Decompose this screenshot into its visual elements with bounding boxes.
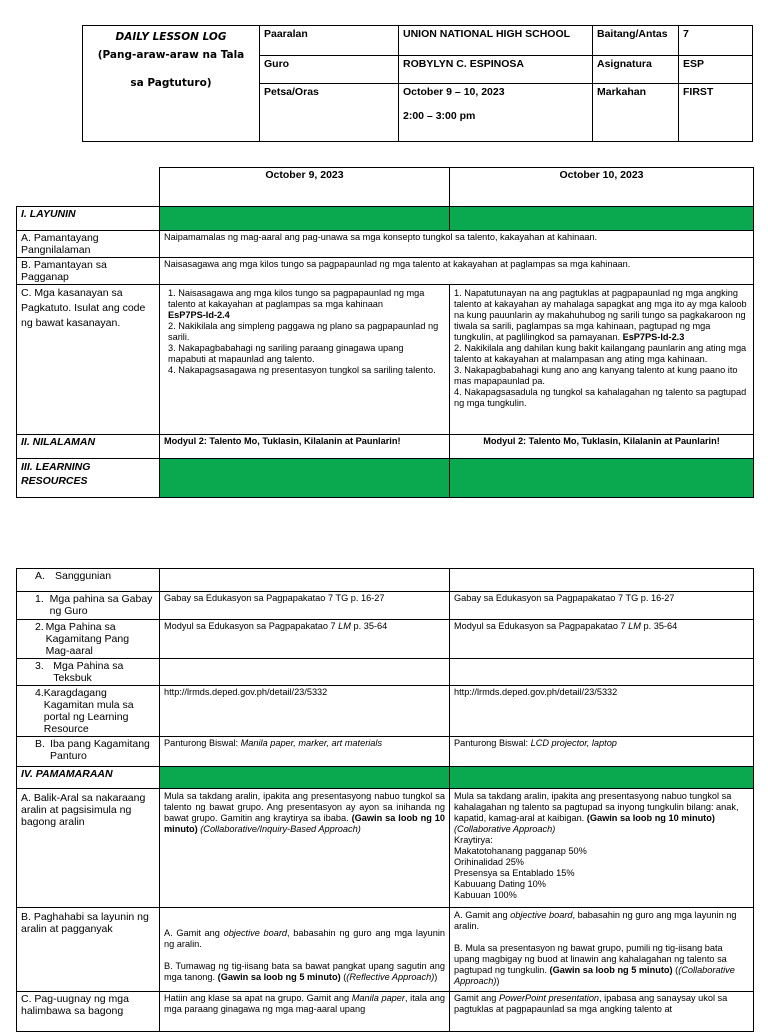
quarter-value: FIRST xyxy=(679,84,753,142)
subject-value: ESP xyxy=(679,56,753,84)
balik-aral-day2-approach: (Collaborative Approach) xyxy=(454,824,556,834)
teksbuk-text: Mga Pahina sa Teksbuk xyxy=(53,660,124,684)
pag-uugnay-day1 xyxy=(160,992,450,1032)
day2-header: October 10, 2023 xyxy=(450,168,754,207)
karagdagang-num: 4. xyxy=(35,687,44,699)
balik-aral-day1-approach: (Collaborative/Inquiry-Based Approach) xyxy=(200,824,361,834)
gabay-guro-label xyxy=(17,592,160,620)
nilalaman-day2: Modyul 2: Talento Mo, Tuklasin, Kilalanin at Paunlarin! xyxy=(450,435,754,459)
balik-aral-day2 xyxy=(450,789,754,908)
title-line-2: (Pang-araw-araw na Tala xyxy=(97,49,245,61)
paghahabi-day2: A. Gamit ang objective board, babasahin ng guro ang mga layunin ng aralin. B. Mula sa presentasyon ng bawat grupo, pumili ng tig-iisang bata upang magbigay ng buod at linawin ang kahalagahan ng talento sa pagtupad ng tungkulin. (Gawin sa loob ng 5 minuto) ((Collaborative Approach)) xyxy=(450,908,754,992)
section-learning-resources: III. LEARNING RESOURCES xyxy=(17,459,160,498)
blank-corner xyxy=(17,168,160,207)
paghahabi-day2-b-time: (Gawin sa loob ng 5 minuto) xyxy=(549,965,673,975)
section-bar-day2 xyxy=(450,207,754,231)
day1-header: October 9, 2023 xyxy=(160,168,450,207)
header-table xyxy=(82,25,753,142)
iba-pang-kagamitan-label xyxy=(17,737,160,767)
grade-value: 7 xyxy=(679,26,753,56)
paghahabi-label: B. Paghahabi sa layunin ng aralin at pagganyak xyxy=(17,908,160,992)
pag-uugnay-day2-material: PowerPoint presentation xyxy=(498,993,600,1003)
kagamitang-pang-mag-aaral-label xyxy=(17,620,160,659)
panturo-day1 xyxy=(160,737,450,767)
pamantayang-pangnilalaman-label: A. Pamantayang Pangnilalaman xyxy=(17,231,160,258)
karagdagang-kagamitan-label xyxy=(17,686,160,737)
paghahabi-day1-b-approach: (Reflective Approach) xyxy=(346,972,435,982)
paghahabi-day1-b: B. Tumawag ng tig-iisang bata sa bawat pangkat upang sagutin ang mga tanong. xyxy=(164,961,445,982)
gabay-guro-text: Mga pahina sa Gabay ng Guro xyxy=(49,593,153,617)
iba-pang-text: Iba pang Kagamitang Panturo xyxy=(50,738,150,762)
lrmds-link-day1[interactable]: http://lrmds.deped.gov.ph/detail/23/5332 xyxy=(160,686,450,737)
iba-pang-letter: B. xyxy=(35,738,45,750)
kasanayan-day2-item4: 4. Nakapagsasadula ng tungkol sa kahalagahan ng talento sa pagtupad ng mga tungkulin. xyxy=(454,387,747,408)
nilalaman-day1: Modyul 2: Talento Mo, Tuklasin, Kilalanin at Paunlarin! xyxy=(160,435,450,459)
pamantayang-pangnilalaman-text: Naipamamalas ng mag-aaral ang pag-unawa sa mga konsepto tungkol sa talento, kakayahan at kahinaan. xyxy=(160,231,754,258)
balik-aral-label: A. Balik-Aral sa nakaraang aralin at pagsisimula ng bagong aralin xyxy=(17,789,160,908)
time-range: 2:00 – 3:00 pm xyxy=(403,110,476,122)
kagamitang-day1-lm: LM xyxy=(338,621,351,631)
teksbuk-label xyxy=(17,659,160,686)
subject-label: Asignatura xyxy=(593,56,679,84)
panturo-day2-items: LCD projector, laptop xyxy=(530,738,617,748)
karagdagang-text: Karagdagang Kagamitan mula sa portal ng Learning Resource xyxy=(43,687,134,735)
kasanayan-day1 xyxy=(160,285,450,435)
kraytirya-item: Makatotohanang pagganap 50% xyxy=(454,846,587,856)
kagamitang-day1 xyxy=(160,620,450,659)
kagamitang-day1-pages: p. 35-64 xyxy=(350,621,388,631)
kraytirya-item: Orihinalidad 25% xyxy=(454,857,524,867)
balik-aral-day2-text: Mula sa takdang aralin, ipakita ang presentasyong nabuo tungkol sa kahalagahan ng talento sa pagtupad sa inyong tungkulin bilang: anak, kapatid, kamag-aral at kaibigan. xyxy=(454,791,739,823)
section-nilalaman: II. NILALAMAN xyxy=(17,435,160,459)
kraytirya-title: Kraytirya: xyxy=(454,835,493,845)
kasanayan-day1-item3: 3. Nakapagbabahagi ng sariling paraang ginagawa upang mapabuti at mapaunlad ang talento. xyxy=(168,343,404,364)
teksbuk-num: 3. xyxy=(35,660,44,672)
paghahabi-day2-a: A. Gamit ang xyxy=(454,910,511,920)
kasanayan-day2-item2: 2. Nakikilala ang dahilan kung bakit kailangang paunlarin ang ating mga talento at kakayahan at malampasan ang ating mga kahinaan. xyxy=(454,343,747,364)
teksbuk-day1 xyxy=(160,659,450,686)
pag-uugnay-day2-text: Gamit ang xyxy=(454,993,499,1003)
paghahabi-day2-a-rest: , babasahin ng guro ang mga layunin ng aralin. xyxy=(454,910,737,931)
pag-uugnay-day2-rest: , ipabasa ang sanaysay ukol sa pagtuklas at pagpapaunlad sa mga angking talento at xyxy=(454,993,728,1014)
section-layunin: I. LAYUNIN xyxy=(17,207,160,231)
school-value: UNION NATIONAL HIGH SCHOOL xyxy=(399,26,593,56)
pag-uugnay-day1-material: Manila paper xyxy=(351,993,405,1003)
balik-aral-day1-text: Mula sa takdang aralin, ipakita ang presentasyong nabuo tungkol sa talento ng bawat grupo. Ang presentasyon ay ayon sa inihanda ng bawat grupo. Gamitin ang kraytirya sa ibaba. xyxy=(164,791,445,823)
panturo-day2-label: Panturong Biswal: xyxy=(454,738,531,748)
kasanayan-day1-code: EsP7PS-Id-2.4 xyxy=(168,310,230,320)
paghahabi-day1: A. Gamit ang objective board, babasahin ng guro ang mga layunin ng aralin. B. Tumawag ng tig-iisang bata sa bawat pangkat upang sagutin ang mga tanong. (Gawin sa loob ng 5 minuto) ((Reflective Approach)) xyxy=(160,908,450,992)
kasanayan-label: C. Mga kasanayan sa Pagkatuto. Isulat ang code ng bawat kasanayan. xyxy=(17,285,160,435)
paghahabi-day1-b-time: (Gawin sa loob ng 5 minuto) xyxy=(217,972,341,982)
date-value xyxy=(399,84,593,142)
kraytirya-total: Kabuuan 100% xyxy=(454,890,517,900)
paghahabi-day2-b-approach: (Collaborative Approach) xyxy=(454,965,735,986)
title-line-1: DAILY LESSON LOG xyxy=(115,31,227,43)
lrmds-link-day2[interactable]: http://lrmds.deped.gov.ph/detail/23/5332 xyxy=(450,686,754,737)
kasanayan-day2 xyxy=(450,285,754,435)
sanggunian-label xyxy=(17,569,160,592)
pag-uugnay-day1-text: Hatiin ang klase sa apat na grupo. Gamit ang xyxy=(164,993,352,1003)
gabay-guro-day1: Gabay sa Edukasyon sa Pagpapakatao 7 TG p. 16-27 xyxy=(160,592,450,620)
paghahabi-day1-a: A. Gamit ang xyxy=(164,928,224,938)
paghahabi-day1-a-rest: , babasahin ng guro ang mga layunin ng aralin. xyxy=(164,928,446,949)
paghahabi-day2-b: B. Mula sa presentasyon ng bawat grupo, pumili ng tig-iisang bata upang magbigay ng buod at linawin ang kahalagahan ng talento sa pagtupad ng tungkulin. xyxy=(454,943,727,975)
pag-uugnay-day1-rest: , itala ang mga paraang ginagawa ng mga mag-aaral upang xyxy=(164,993,445,1014)
kasanayan-day2-code: EsP7PS-Id-2.3 xyxy=(622,332,685,342)
teacher-label: Guro xyxy=(260,56,399,84)
sanggunian-letter: A. xyxy=(35,570,45,582)
lesson-table-part1 xyxy=(16,167,754,498)
kagamitang-day2 xyxy=(450,620,754,659)
kagamitang-num: 2. xyxy=(35,621,44,633)
panturo-day2 xyxy=(450,737,754,767)
kraytirya-item: Presensya sa Entablado 15% xyxy=(454,868,575,878)
kagamitang-day2-text: Modyul sa Edukasyon sa Pagpapakatao 7 xyxy=(454,621,629,631)
panturo-day1-label: Panturong Biswal: xyxy=(164,738,241,748)
section-bar-day1 xyxy=(160,459,450,498)
paghahabi-day2-a-board: objective board xyxy=(510,910,573,920)
kasanayan-day1-item4: 4. Nakapagsasagawa ng presentasyon tungkol sa sariling talento. xyxy=(168,365,436,375)
panturo-day1-items: Manila paper, marker, art materials xyxy=(240,738,383,748)
document-title xyxy=(83,26,260,142)
paghahabi-day1-a-board: objective board xyxy=(223,928,288,938)
balik-aral-day1-time: (Gawin sa loob ng 10 minuto) xyxy=(164,813,445,834)
kagamitang-day1-text: Modyul sa Edukasyon sa Pagpapakatao 7 xyxy=(164,621,339,631)
balik-aral-day2-time: (Gawin sa loob ng 10 minuto) xyxy=(586,813,715,823)
pag-uugnay-day2 xyxy=(450,992,754,1032)
section-bar-day2 xyxy=(450,459,754,498)
section-pamamaraan: IV. PAMAMARAAN xyxy=(17,767,160,789)
sanggunian-day2 xyxy=(450,569,754,592)
gabay-guro-day2: Gabay sa Edukasyon sa Pagpapakatao 7 TG p. 16-27 xyxy=(450,592,754,620)
date-label: Petsa/Oras xyxy=(260,84,399,142)
pamantayan-pagganap-label: B. Pamantayan sa Pagganap xyxy=(17,258,160,285)
sanggunian-day1 xyxy=(160,569,450,592)
section-bar-day1 xyxy=(160,207,450,231)
grade-label: Baitang/Antas xyxy=(593,26,679,56)
section-bar-day2 xyxy=(450,767,754,789)
school-label: Paaralan xyxy=(260,26,399,56)
kagamitang-text: Mga Pahina sa Kagamitang Pang Mag-aaral xyxy=(45,621,130,657)
kagamitang-day2-pages: p. 35-64 xyxy=(640,621,678,631)
title-line-3: sa Pagtuturo) xyxy=(130,77,212,89)
teksbuk-day2 xyxy=(450,659,754,686)
kagamitang-day2-lm: LM xyxy=(628,621,641,631)
sanggunian-text: Sanggunian xyxy=(55,570,112,582)
lesson-table-part2 xyxy=(16,568,754,1032)
kasanayan-day1-item1: 1. Naisasagawa ang mga kilos tungo sa pagpapaunlad ng mga talento at kakayahan at paglampas sa mga kahinaan xyxy=(168,288,425,309)
gabay-guro-num: 1. xyxy=(35,593,44,605)
teacher-value: ROBYLYN C. ESPINOSA xyxy=(399,56,593,84)
kraytirya-item: Kabuuang Dating 10% xyxy=(454,879,546,889)
date-range: October 9 – 10, 2023 xyxy=(403,86,505,98)
kasanayan-day2-item3: 3. Nakapagbabahagi kung ano ang kanyang talento at kung paano ito mas mapapaunlad pa. xyxy=(454,365,738,386)
balik-aral-day1 xyxy=(160,789,450,908)
kasanayan-day2-item1: 1. Napatutunayan na ang pagtuklas at pagpapaunlad ng mga angking talento at kakayahan ay mahalaga sapagkat ang mga ito ay mga kaloob na kung pauunlarin ay makahuhubog ng sarili tungo sa pagkakaroon ng tiwala sa sarili, paglampas sa mga kahinaan, pagtupad ng mga tungkulin, at paglilingkod sa pamayanan. xyxy=(454,288,747,342)
kasanayan-day1-item2: 2. Nakikilala ang simpleng paggawa ng plano sa pagpapaunlad ng sarili. xyxy=(168,321,439,342)
pag-uugnay-label: C. Pag-uugnay ng mga halimbawa sa bagong xyxy=(17,992,160,1032)
section-bar-day1 xyxy=(160,767,450,789)
quarter-label: Markahan xyxy=(593,84,679,142)
pamantayan-pagganap-text: Naisasagawa ang mga kilos tungo sa pagpapaunlad ng mga talento at kakayahan at paglampas sa mga kahinaan. xyxy=(160,258,754,285)
